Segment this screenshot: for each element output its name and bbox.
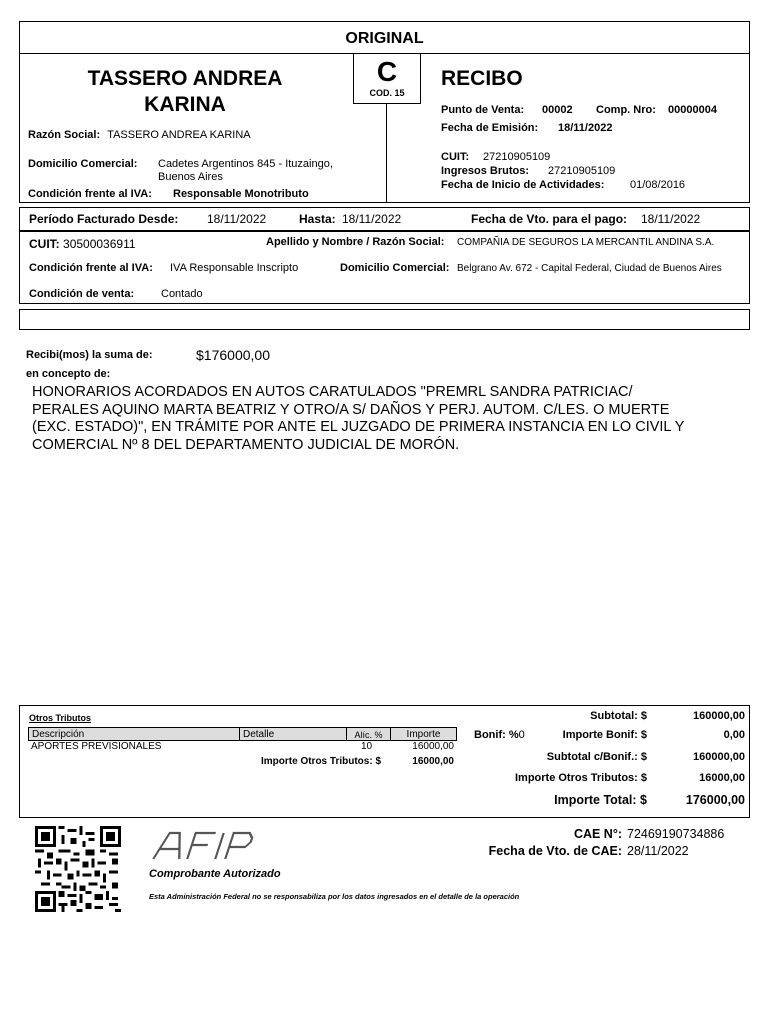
hasta-label: Hasta: (299, 212, 336, 226)
fecha-emision-label: Fecha de Emisión: (441, 122, 539, 134)
issuer-name-line1: TASSERO ANDREA (87, 67, 283, 90)
concepto-text (32, 384, 684, 454)
importe-bonif-label: Importe Bonif: $ (562, 729, 647, 741)
th-alic: Alíc. % (346, 727, 391, 741)
qr-code (33, 826, 123, 912)
inicio-actividades-label: Fecha de Inicio de Actividades: (441, 179, 605, 191)
subtotal-bonif-label: Subtotal c/Bonif.: $ (546, 751, 647, 763)
domicilio-label: Domicilio Comercial: (28, 158, 138, 170)
inicio-actividades: 01/08/2016 (630, 179, 686, 191)
otros-total: 16000,00 (699, 772, 745, 784)
cod: COD. 15 (369, 88, 405, 98)
desde-label: Período Facturado Desde: (29, 212, 179, 226)
total-label: Importe Total: $ (554, 793, 647, 807)
razon-social-label: Razón Social: (28, 129, 101, 141)
afip-logo-graphic (151, 829, 266, 863)
doc-type: RECIBO (441, 67, 523, 90)
copy-label: ORIGINAL (345, 30, 424, 47)
client-cuit (29, 237, 136, 251)
vto: 18/11/2022 (641, 212, 701, 226)
bonif-label: Bonif: % (474, 729, 519, 741)
bonif (474, 729, 525, 741)
cae-vto-label: Fecha de Vto. de CAE: (488, 844, 622, 858)
bonif-pct: 0 (518, 729, 525, 741)
subtotal-bonif: 160000,00 (693, 751, 745, 763)
client-iva: IVA Responsable Inscripto (170, 262, 299, 274)
afip-logo (151, 829, 266, 863)
client-box (19, 231, 750, 304)
letter: C (376, 56, 398, 87)
client-cuit-value: 30500036911 (63, 237, 136, 251)
tributos-total-label: Importe Otros Tributos: $ (261, 756, 382, 767)
condicion-iva-label: Condición frente al IVA: (28, 188, 152, 200)
desde: 18/11/2022 (207, 212, 267, 226)
tributo-importe: 16000,00 (412, 741, 454, 752)
concepto-label: en concepto de: (26, 368, 111, 380)
importe-bonif: 0,00 (723, 729, 745, 741)
hasta: 18/11/2022 (342, 212, 402, 226)
punto-venta: 00002 (542, 104, 573, 116)
cae-label: CAE N°: (573, 827, 622, 841)
client-venta: Contado (161, 288, 203, 300)
condicion-iva-value: Responsable Monotributo (173, 188, 309, 200)
concepto-line: COMERCIAL Nº 8 DEL DEPARTAMENTO JUDICIAL DE MORÓN. (32, 436, 460, 453)
cae: 72469190734886 (627, 827, 725, 841)
cuit-label: CUIT: (441, 151, 470, 163)
total: 176000,00 (685, 793, 745, 807)
recibi-label: Recibi(mos) la suma de: (26, 349, 153, 361)
cae-vto: 28/11/2022 (627, 844, 689, 858)
amount-value: 176000,00 (203, 347, 270, 363)
th-descripcion: Descripción (28, 727, 240, 741)
header-divider (386, 103, 387, 203)
ingresos-brutos-label: Ingresos Brutos: (441, 165, 530, 177)
client-nombre: COMPAÑIA DE SEGUROS LA MERCANTIL ANDINA S.A. (457, 237, 715, 248)
razon-social (28, 129, 251, 141)
client-domicilio-label: Domicilio Comercial: (340, 262, 450, 274)
client-venta-label: Condición de venta: (29, 288, 135, 300)
issuer-name-line2: KARINA (144, 93, 226, 116)
subtotal-label: Subtotal: $ (590, 710, 647, 722)
autorizado: Comprobante Autorizado (149, 868, 281, 880)
vto-label: Fecha de Vto. para el pago: (471, 212, 628, 226)
concepto-line: HONORARIOS ACORDADOS EN AUTOS CARATULADOS "PREMRL SANDRA PATRICIAC/ (32, 384, 633, 400)
currency-symbol: $ (196, 347, 204, 363)
period-box (19, 207, 750, 231)
amount (196, 347, 270, 363)
copy-label-box (19, 21, 750, 54)
punto-venta-label: Punto de Venta: (441, 104, 525, 116)
empty-box (19, 309, 750, 330)
tributo-alic: 10 (361, 741, 373, 752)
disclaimer: Esta Administración Federal no se responsabiliza por los datos ingresados en el detalle de la operación (149, 892, 520, 901)
fecha-emision: 18/11/2022 (558, 122, 613, 134)
th-detalle: Detalle (239, 727, 347, 741)
client-iva-label: Condición frente al IVA: (29, 262, 153, 274)
domicilio-line2: Buenos Aires (158, 171, 223, 183)
issuer-header (19, 53, 750, 203)
tributos-total: 16000,00 (412, 756, 454, 767)
tributo-descripcion: APORTES PREVISIONALES (31, 741, 162, 752)
concepto-line: PERALES AQUINO MARTA BEATRIZ Y OTRO/A S/ DAÑOS Y PERJ. AUTOM. C/LES. O MUERTE (32, 401, 670, 418)
razon-social-value: TASSERO ANDREA KARINA (107, 129, 251, 141)
otros-tributos-title: Otros Tributos (29, 713, 92, 723)
client-cuit-label: CUIT: (29, 237, 60, 251)
comp-nro-label: Comp. Nro: (596, 104, 656, 116)
letter-box (353, 53, 421, 104)
client-domicilio: Belgrano Av. 672 - Capital Federal, Ciudad de Buenos Aires (457, 263, 722, 274)
client-nombre-label: Apellido y Nombre / Razón Social: (266, 236, 445, 248)
otros-total-label: Importe Otros Tributos: $ (514, 772, 647, 784)
th-importe: Importe (390, 727, 457, 741)
concepto-line: (EXC. ESTADO)", EN TRÁMITE POR ANTE EL JUZGADO DE PRIMERA INSTANCIA EN LO CIVIL Y (32, 419, 685, 435)
cuit: 27210905109 (483, 151, 551, 163)
subtotal: 160000,00 (693, 710, 745, 722)
ingresos-brutos: 27210905109 (548, 165, 616, 177)
comp-nro: 00000004 (668, 104, 717, 116)
domicilio-line1: Cadetes Argentinos 845 - Ituzaingo, (158, 158, 333, 170)
